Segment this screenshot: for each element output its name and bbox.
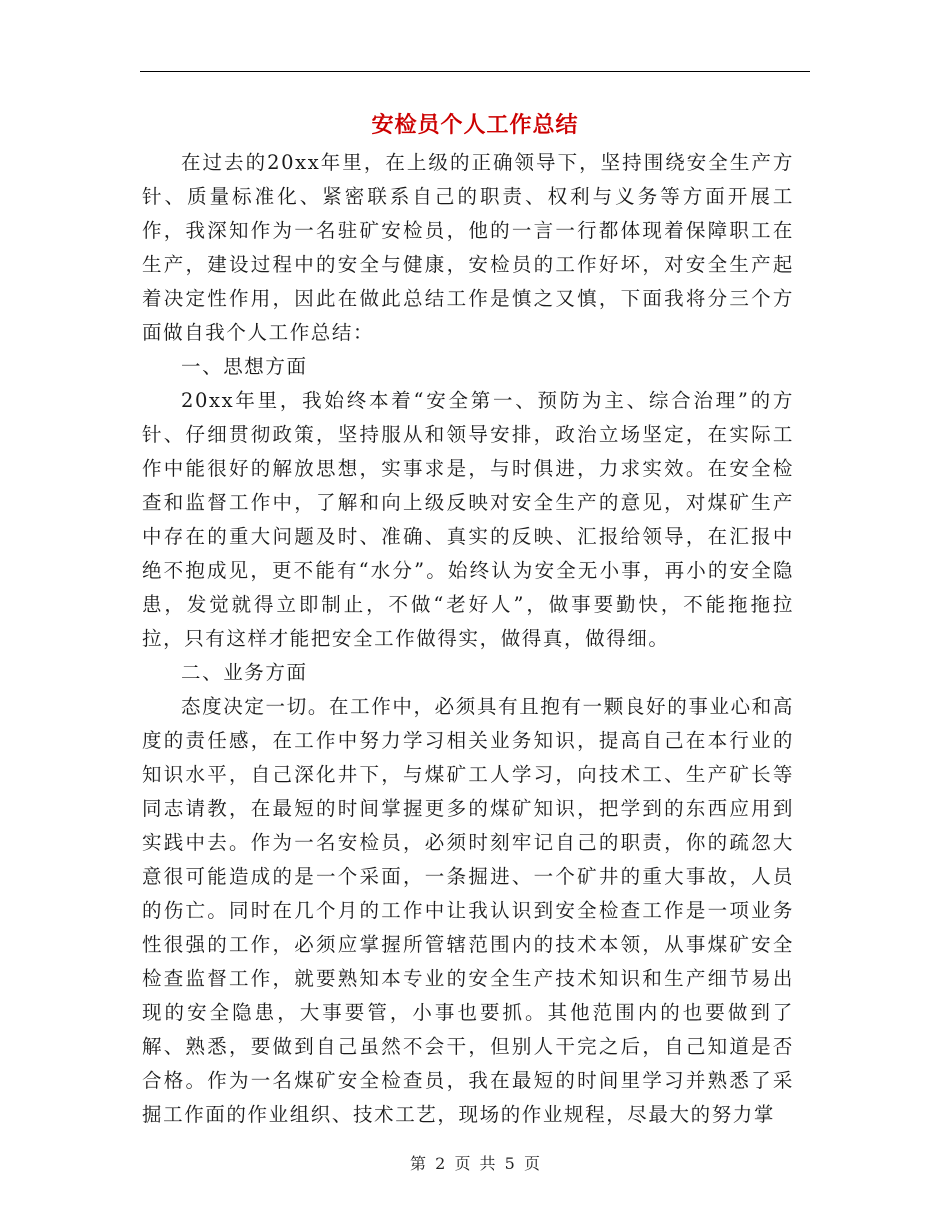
- intro-paragraph: 在过去的20xx年里，在上级的正确领导下，坚持围绕安全生产方针、质量标准化、紧密联系自己的职责、权利与义务等方面开展工作，我深知作为一名驻矿安检员，他的一言一行都体现着保障职工在生产，建设过程中的安全与健康，安检员的工作好坏，对安全生产起着决定性作用，因此在做此总结工作是慎之又慎，下面我将分三个方面做自我个人工作总结：: [142, 151, 794, 344]
- footer-current-page: 2: [435, 1154, 446, 1173]
- section-heading-thought: 一、思想方面: [181, 355, 308, 378]
- footer-suffix: 页: [523, 1154, 540, 1173]
- document-title: 安检员个人工作总结: [371, 112, 579, 138]
- thought-paragraph: 20xx年里，我始终本着“安全第一、预防为主、综合治理”的方针、仔细贯彻政策，坚持服从和领导安排，政治立场坚定，在实际工作中能很好的解放思想，实事求是，与时俱进，力求实效。在安全检查和监督工作中，了解和向上级反映对安全生产的意见，对煤矿生产中存在的重大问题及时、准确、真实的反映、汇报给领导，在汇报中绝不抱成见，更不能有“水分”。始终认为安全无小事，再小的安全隐患，发觉就得立即制止，不做“老好人”，做事要勤快，不能拖拖拉拉，只有这样才能把安全工作做得实，做得真，做得细。: [142, 389, 794, 650]
- section-heading-business: 二、业务方面: [181, 661, 308, 684]
- footer-total-pages: 5: [504, 1154, 515, 1173]
- footer-total-word: 共: [479, 1154, 496, 1173]
- page-footer: [0, 1153, 950, 1175]
- header-rule: [140, 71, 810, 72]
- footer-prefix: 第: [410, 1154, 427, 1173]
- document-body: [142, 146, 794, 1132]
- business-paragraph: 态度决定一切。在工作中，必须具有且抱有一颗良好的事业心和高度的责任感，在工作中努力学习相关业务知识，提高自己在本行业的知识水平，自己深化井下，与煤矿工人学习，向技术工、生产矿长等同志请教，在最短的时间掌握更多的煤矿知识，把学到的东西应用到实践中去。作为一名安检员，必须时刻牢记自己的职责，你的疏忽大意很可能造成的是一个采面，一条掘进、一个矿井的重大事故，人员的伤亡。同时在几个月的工作中让我认识到安全检查工作是一项业务性很强的工作，必须应掌握所管辖范围内的技术本领，从事煤矿安全检查监督工作，就要熟知本专业的安全生产技术知识和生产细节易出现的安全隐患，大事要管，小事也要抓。其他范围内的也要做到了解、熟悉，要做到自己虽然不会干，但别人干完之后，自己知道是否合格。作为一名煤矿安全检查员，我在最短的时间里学习并熟悉了采掘工作面的作业组织、技术工艺，现场的作业规程，尽最大的努力掌: [142, 695, 794, 1126]
- footer-page-word: 页: [454, 1154, 471, 1173]
